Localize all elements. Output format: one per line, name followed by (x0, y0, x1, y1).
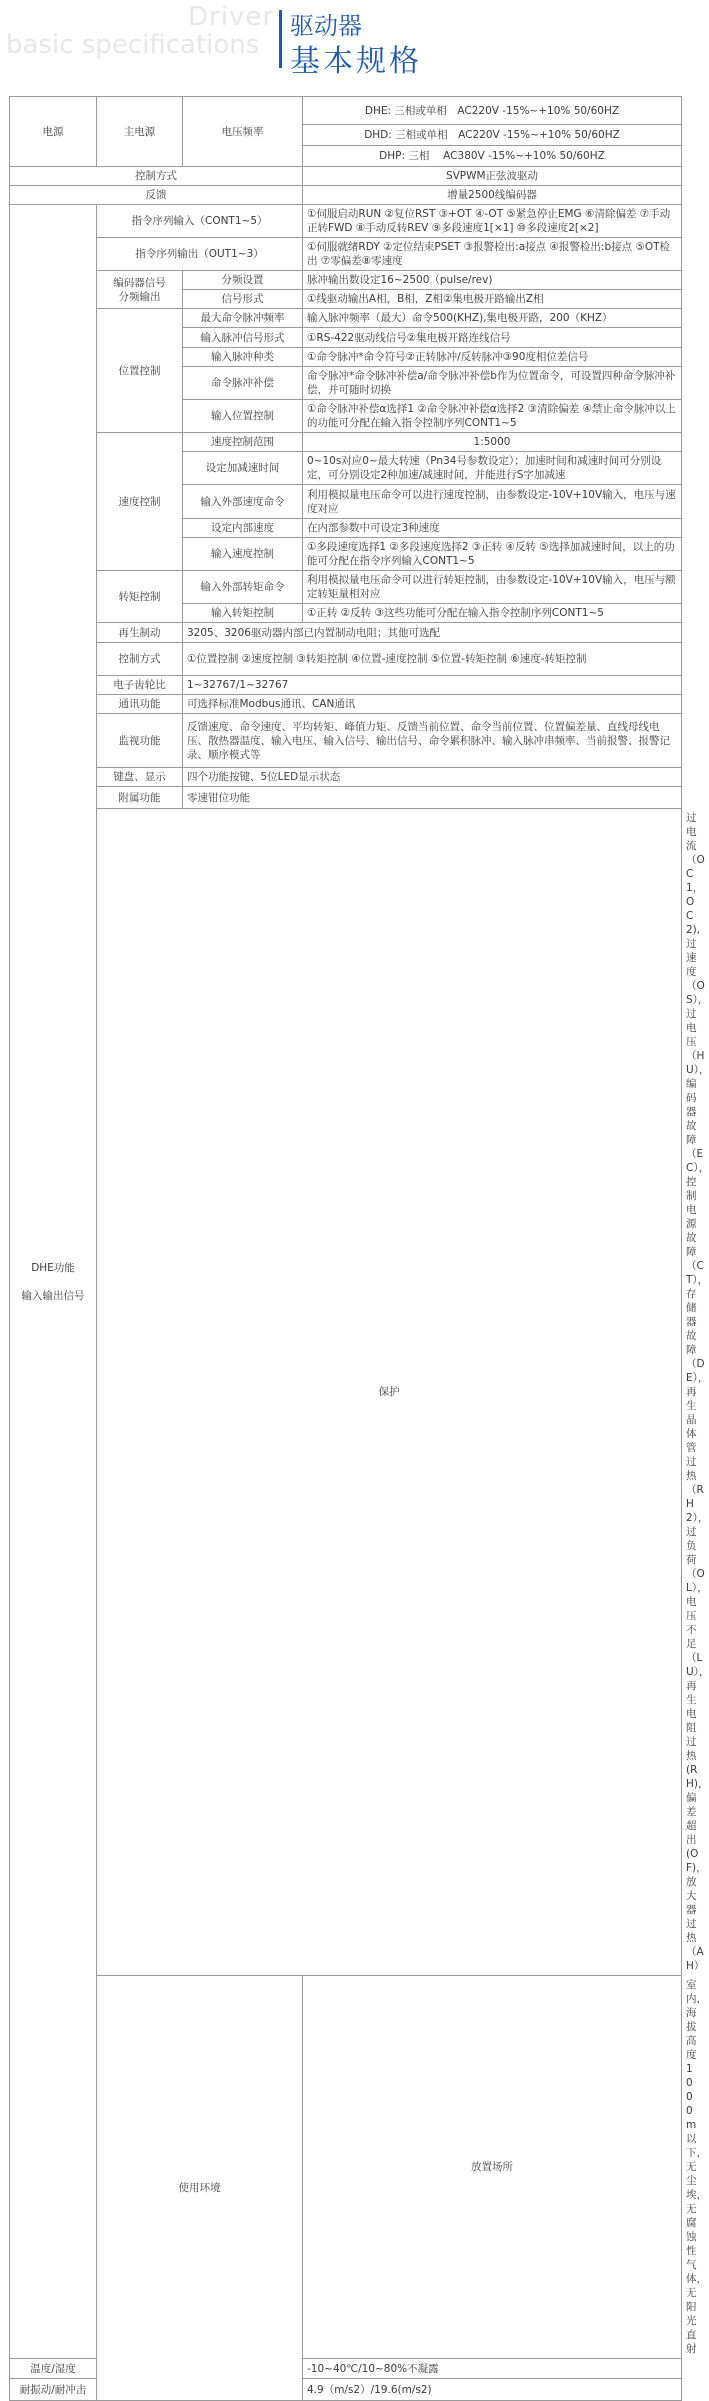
table-row (10, 623, 682, 643)
table-row: 使用环境 放置场所 室内，海拔高度1000m以下，无尘埃，无腐蚀性气体，无阳光直射 (10, 1976, 682, 2359)
torque-control-label: 转矩控制 (97, 571, 183, 623)
feedback-label: 反馈 (10, 186, 303, 205)
signal-form-value: ①线驱动输出A相，B相，Z相②集电极开路输出Z相 (303, 290, 682, 309)
spec-table (9, 96, 709, 2401)
division-setting-label: 分频设置 (183, 271, 303, 290)
table-row (10, 97, 682, 125)
table-row (10, 238, 682, 271)
dhe-io-label-line1: DHE功能 (31, 1261, 75, 1274)
encoder-output-label (97, 271, 183, 309)
speed-row-value: 0~10s对应0~最大转速（Pn34号参数设定）；加速时间和减速时间可分别设定，可分别设定2种加速/减速时间，并能进行S字加减速 (303, 452, 682, 485)
keyboard-display-value: 四个功能按键、5位LED显示状态 (183, 768, 682, 787)
position-row-label: 最大命令脉冲频率 (183, 309, 303, 328)
table-row (10, 676, 682, 695)
english-title-line2: basic specifications (6, 30, 260, 60)
torque-row-value: ①正转 ②反转 ③这些功能可分配在输入指令控制序列CONT1~5 (303, 604, 682, 623)
monitor-label: 监视功能 (97, 714, 183, 768)
position-row-label: 输入脉冲种类 (183, 348, 303, 367)
table-row (10, 768, 682, 787)
position-control-label: 位置控制 (97, 309, 183, 433)
table-row (10, 186, 682, 205)
table-row (10, 271, 682, 290)
position-row-value: 命令脉冲*命令脉冲补偿a/命令脉冲补偿b作为位置命令，可设置四种命令脉冲补偿，并可随时切换 (303, 367, 682, 400)
environment-row-label: 放置场所 (303, 1976, 682, 2359)
position-row-value: 输入脉冲频率（最大）命令500(KHZ),集电极开路，200（KHZ） (303, 309, 682, 328)
position-row-value: ①命令脉冲补偿α选择1 ②命令脉冲补偿α选择2 ③清除偏差 ④禁止命令脉冲以上的功能可分配在输入指令控制序列CONT1~5 (303, 400, 682, 433)
table-row (10, 433, 682, 452)
monitor-value: 反馈速度、命令速度、平均转矩、峰值力矩、反馈当前位置、命令当前位置、位置偏差量、直线母线电压、散热器温度、输入电压、输入信号、输出信号、命令累积脉冲、输入脉冲串频率、当前报警、报警记录、顺序模式等 (183, 714, 682, 768)
speed-control-label: 速度控制 (97, 433, 183, 571)
feedback-value: 增量2500线编码器 (303, 186, 682, 205)
chinese-title-line1: 驱动器 (290, 12, 362, 40)
english-title-line1: Driver (188, 2, 275, 32)
table-row: 保护 过电流（OC1，OC2),过速度（OS），过电压（HU），编码器故障（EC），控制电源故障（CT），存储器故障（DE），再生晶体管过热（RH2），过负荷（OL），电压不足（LU），再生电阻过热(RH)，偏差超出(OF)，放大器过热（AH） (10, 809, 682, 1976)
encoder-label-line2: 分频输出 (118, 290, 161, 303)
page-header (0, 0, 690, 80)
title-divider-bar (279, 10, 282, 68)
position-row-value: ①RS-422驱动线信号②集电极开路连线信号 (303, 328, 682, 348)
regen-brake-value: 3205、3206驱动器内部已内置制动电阻；其他可选配 (183, 623, 682, 643)
power-label: 电源 (10, 97, 97, 167)
torque-row-label: 输入外部转矩命令 (183, 571, 303, 604)
dhp-power-value: DHP: 三相 AC380V -15%~+10% 50/60HZ (303, 146, 682, 167)
environment-label: 使用环境 (97, 1976, 303, 2401)
control-mode2-value: ①位置控制 ②速度控制 ③转矩控制 ④位置-速度控制 ⑤位置-转矩控制 ⑥速度-转矩控制 (183, 643, 682, 676)
speed-row-value: 在内部参数中可设定3种速度 (303, 519, 682, 538)
table-row (10, 167, 682, 186)
keyboard-display-label: 键盘、显示 (97, 768, 183, 787)
command-input-label: 指令序列输入（CONT1~5） (97, 205, 303, 238)
control-mode-value: SVPWM正弦波驱动 (303, 167, 682, 186)
position-row-label: 输入位置控制 (183, 400, 303, 433)
table-row (10, 787, 682, 809)
communication-value: 可选择标准Modbus通讯、CAN通讯 (183, 695, 682, 714)
protection-label: 保护 (97, 809, 682, 1976)
auxiliary-value: 零速钳位功能 (183, 787, 682, 809)
environment-row-value: -10~40℃/10~80%不凝露 (303, 2359, 682, 2379)
main-power-label: 主电源 (97, 97, 183, 167)
control-mode-label: 控制方式 (10, 167, 303, 186)
electronic-gear-value: 1~32767/1~32767 (183, 676, 682, 695)
environment-row-value: 4.9（m/s2）/19.6(m/s2) (303, 2379, 682, 2401)
signal-form-label: 信号形式 (183, 290, 303, 309)
speed-row-label: 输入外部速度命令 (183, 485, 303, 519)
division-setting-value: 脉冲输出数设定16~2500（pulse/rev) (303, 271, 682, 290)
encoder-label-line1: 编码器信号 (113, 276, 166, 289)
torque-row-label: 输入转矩控制 (183, 604, 303, 623)
speed-row-value: ①多段速度选择1 ②多段速度选择2 ③正转 ④反转 ⑤选择加减速时间，以上的功能可分配在指令序列输入CONT1~5 (303, 538, 682, 571)
dhe-io-label-line2: 输入输出信号 (21, 1289, 85, 1302)
electronic-gear-label: 电子齿轮比 (97, 676, 183, 695)
position-row-label: 输入脉冲信号形式 (183, 328, 303, 348)
control-mode2-label: 控制方式 (97, 643, 183, 676)
table-row (10, 309, 682, 328)
communication-label: 通讯功能 (97, 695, 183, 714)
table-row (10, 714, 682, 768)
command-output-label: 指令序列输出（OUT1~3） (97, 238, 303, 271)
table-row (10, 695, 682, 714)
speed-range-label: 速度控制范围 (183, 433, 303, 452)
speed-row-label: 设定加减速时间 (183, 452, 303, 485)
environment-row-label: 耐振动/耐冲击 (10, 2379, 97, 2401)
speed-row-label: 设定内部速度 (183, 519, 303, 538)
speed-row-value: 利用模拟量电压命令可以进行速度控制，由参数设定-10V+10V输入，电压与速度对应 (303, 485, 682, 519)
table-row (10, 205, 682, 238)
command-input-value: ①伺服启动RUN ②复位RST ③+OT ④-OT ⑤紧急停止EMG ⑥清除偏差 ⑦手动正转FWD ⑧手动反转REV ⑨多段速度1[×1] ⑩多段速度2[×2] (303, 205, 682, 238)
torque-row-value: 利用模拟量电压命令可以进行转矩控制，由参数设定-10V+10V输入，电压与额定转矩量相对应 (303, 571, 682, 604)
position-row-label: 命令脉冲补偿 (183, 367, 303, 400)
environment-row-label: 温度/湿度 (10, 2359, 97, 2379)
voltage-frequency-label: 电压频率 (183, 97, 303, 167)
position-row-value: ①命令脉冲*命令符号②正转脉冲/反转脉冲③90度相位差信号 (303, 348, 682, 367)
command-output-value: ①伺服就绪RDY ②定位结束PSET ③报警检出:a接点 ④报警检出:b接点 ⑤OT检出 ⑦零偏差⑧零速度 (303, 238, 682, 271)
speed-row-label: 输入速度控制 (183, 538, 303, 571)
dhe-power-value: DHE: 三相或单相 AC220V -15%~+10% 50/60HZ (303, 97, 682, 125)
dhd-power-value: DHD: 三相或单相 AC220V -15%~+10% 50/60HZ (303, 125, 682, 146)
chinese-title-line2: 基本规格 (290, 44, 422, 79)
table-row (10, 643, 682, 676)
dhe-io-label (10, 205, 97, 2359)
table-row (10, 571, 682, 604)
speed-range-value: 1:5000 (303, 433, 682, 452)
auxiliary-label: 附属功能 (97, 787, 183, 809)
regen-brake-label: 再生制动 (97, 623, 183, 643)
